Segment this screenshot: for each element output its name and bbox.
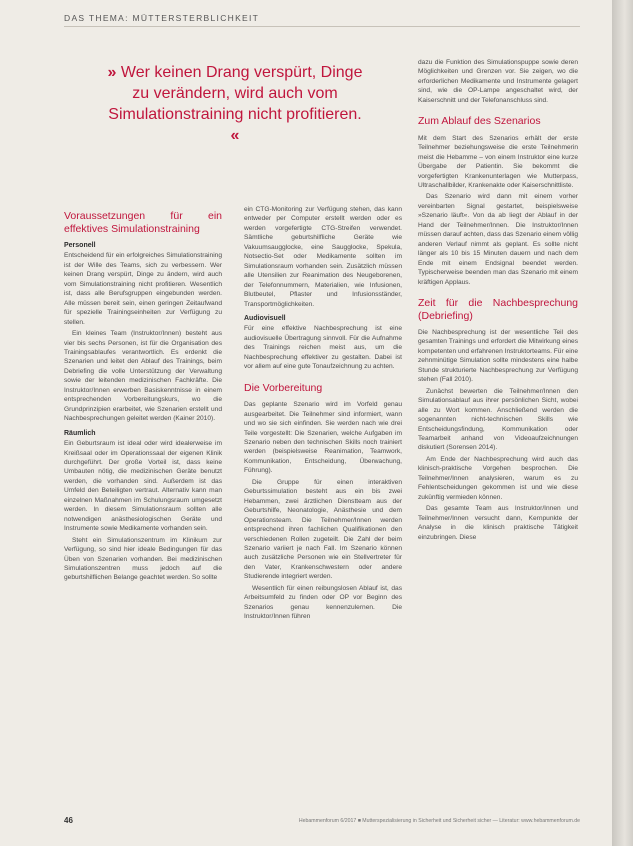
quote-open-mark: »: [107, 64, 117, 81]
paragraph: Das geplante Szenario wird im Vorfeld genau ausgearbeitet. Die Teilnehmer sind informiert, wann und wo sie sich einfinden. Sie werden nach wie drei Teile vorgestellt: Die Szenarien, welche Aufgaben im Szenario neben den technischen Skills noch trainiert werden (beispielsweise Reanimation, Teamwork, Kommunikation, Entscheidung, Überwachung, Führung).: [244, 401, 402, 475]
heading-vorbereitung: Die Vorbereitung: [244, 381, 323, 394]
paragraph: Steht ein Simulationszentrum im Klinikum zur Verfügung, so sind hier ideale Bedingungen für das Üben von Szenarien vorhanden. Bei medizinischen Simulationszentren muss jedoch auf die geburtshilflichen Belange geachtet werden. So sollte: [64, 536, 222, 582]
heading-nachbesprechung: Zeit für die Nachbesprechung (Debriefing): [418, 297, 578, 322]
paragraph: Die Gruppe für einen interaktiven Geburtssimulation besteht aus ein bis zwei Hebammen, zwei ärztlichen Dienstteam aus der Geburtshilfe, Neonatologie, Anästhesie und dem Operationsteam. Die Teilnehmer/Innen werden entsprechend ihren fachlichen Qualifikationen den verschiedenen Rollen zugeteilt. Die Zahl der beim Szenario variiert je nach Fall. Im Szenario können auch zusätzliche Personen wie ein Stellvertreter für den Vater, Krankenschwestern oder andere Studierende integriert werden.: [244, 478, 402, 581]
paragraph: Das gesamte Team aus Instruktor/Innen und Teilnehmer/Innen versucht dann, Kernpunkte der Analyse in die klinisch praktische Tätigkeit einzubringen. Diese: [418, 505, 578, 541]
column-1: [64, 210, 222, 585]
pull-quote: [104, 62, 366, 146]
paragraph: ein CTG-Monitoring zur Verfügung stehen, das kann entweder per Computer erstellt werden oder es werden vorgefertigte CTG-Streifen verwendet. Sämtliche geburtshilfliche Geräte wie Vakuumsaugglocke, eine Saugglocke, Spekula, Notsectio-Set oder Medikamente sollten im Simulationsraum vorhanden sein. Zusätzlich müssen alle Utensilien zur Reanimation des Neugeborenen, der Telefonnummern, Materialien, wie Infusionen, Blutbeutel, Pflaster und Infusionsständer, Transportmöglichkeiten.: [244, 206, 402, 308]
paragraph: Wesentlich für einen reibungslosen Ablauf ist, das Arbeitsumfeld zu finden oder OP vor Beginn des Szenarios genau kennenzulernen. Die Instruktor/Innen führen: [244, 584, 402, 621]
page-number: 46: [64, 816, 73, 825]
quote-close-mark: «: [230, 127, 240, 144]
paragraph: Ein Geburtsraum ist ideal oder wird idealerweise im Kreißsaal oder im Operationssaal der eigenen Klinik durchgeführt. Der große Vorteil ist, dass keine Umbauten nötig, die medizinischen Geräte benutzt werden, die vorhanden sind. Außerdem ist das Umfeld den Beteiligten vertraut. Alternativ kann man einzelnen Maßnahmen im Schulungsraum umgesetzt werden. In diesem Simulationsraum sollten alle notwendigen anästhesiologischen Geräte und Instrumente sowie Medikamente vorhanden sein.: [64, 440, 222, 533]
footer-source: Hebammenforum 6/2017 ■ Mutterspezialisierung in Sicherheit und Sicherheit sicher — Literatur: www.hebammenforum.de: [298, 818, 580, 824]
column-2: [244, 205, 402, 624]
paragraph: Am Ende der Nachbesprechung wird auch das klinisch-praktische Vorgehen besprochen. Die Teilnehmer/Innen analysieren, warum es zu Fehlentscheidungen gekommen ist und wie diese zukünftig vermieden können.: [418, 455, 578, 501]
header-divider: [64, 26, 580, 27]
paragraph: Ein kleines Team (Instruktor/Innen) besteht aus vier bis sechs Personen, ist für die Organisation des Trainingsablaufes verantwortlich. Es erdenkt die Szenarien und leitet den Ablauf des Trainings, beim Debriefing die volle Unterstützung der Verwaltung sowie der leitenden medizinischen Fachkräfte. Die Instruktor/Innen erwerben Basiskenntnisse in einem entsprechenden Vorbereitungskurs, wo die Grundprinzipien erarbeitet, wie Szenarien erstellt und Nachbesprechungen geleitet werden (Kainer 2010).: [64, 330, 222, 423]
paragraph: Die Nachbesprechung ist der wesentliche Teil des gesamten Trainings und erfordert die Mitwirkung eines kompetenten und erfahrenen Instruktorteams. Für eine zehnminütige Simulation sollte mindestens eine halbe Stunde strukturierte Nachbesprechung zur Verfügung stehen (Fall 2010).: [418, 329, 578, 384]
subheading-raeumlich: Räumlich: [64, 429, 96, 437]
subheading-personell: Personell: [64, 242, 96, 249]
paragraph: Das Szenario wird dann mit einem vorher vereinbarten Signal gestartet, beispielsweise »Szenario läuft«. Von da ab liegt der Ablauf in der Hand der Teilnehmer/Innen. Die Instruktor/Innen müssen darauf achten, dass das Szenario einem völlig anderen Verlauf nimmt als geplant. Es sollte nicht länger als 10 bis 15 Minuten dauern und nach dem Ende mit einem Endsignal beendet werden. Typischerweise beenden man das Szenario mit einem kräftigen Applaus.: [418, 193, 578, 286]
paragraph: Entscheidend für ein erfolgreiches Simulationstraining ist der Wille des Teams, sich zu verbessern. Wer keinen Drang verspürt, Dinge zu ändern, wird auch vom Simulationstraining nicht profitieren. Wesentlich ist, dass alle Berufsgruppen eingebunden werden. Alle müssen bereit sein, einen geringen Zeitaufwand für spezielle Trainingseinheiten zur Verfügung zu stellen.: [64, 252, 222, 326]
heading-voraussetzungen: Voraussetzungen für ein effektives Simulationstraining: [64, 210, 222, 235]
pull-quote-text: Wer keinen Drang verspürt, Dinge zu verändern, wird auch vom Simulationstraining nicht profitieren.: [108, 64, 363, 123]
paragraph: Mit dem Start des Szenarios erhält der erste Teilnehmer beziehungsweise die erste Teilnehmerin meist die Hebamme – von einem Instruktor eine kurze Übergabe der Patientin. Sie bekommt die vorgefertigten Krankenunterlagen wie Mutterpass, Ultraschallbilder, Krankenakte oder Kaiserschnittliste.: [418, 134, 578, 190]
column-3: [418, 58, 578, 544]
page-edge: [612, 0, 633, 846]
section-label: DAS THEMA: MÜTTERSTERBLICHKEIT: [64, 13, 260, 23]
paragraph: Zunächst bewerten die Teilnehmer/Innen den Simulationsablauf aus ihrer persönlichen Sicht, wobei alle zu Wort kommen. Anschließend werden die sogenannten nicht-technischen Skills wie Entscheidungsfindung, Kommunikation oder Teamarbeit anhand von Videoaufzeichnungen diskutiert (Sorensen 2014).: [418, 387, 578, 452]
heading-ablauf: Zum Ablauf des Szenarios: [418, 115, 541, 128]
subheading-audiovisuell: Audiovisuell: [244, 314, 286, 322]
paragraph: Für eine effektive Nachbesprechung ist eine audiovisuelle Übertragung sinnvoll. Für die Aufnahme des Trainings reichen meist aus, um die Nachbesprechung effektiver zu gestalten. Dabei ist vor allem auf eine gute Tonaufzeichnung zu achten.: [244, 325, 402, 371]
paragraph: dazu die Funktion des Simulationspuppe sowie deren Möglichkeiten und Grenzen vor. Sie zeigen, wo die erforderlichen Medikamente und Instrumente gelagert sind, wie die OP-Lampe angeschaltet wird, der Kaiserschnitt und der Telefonanschluss sind.: [418, 59, 578, 104]
